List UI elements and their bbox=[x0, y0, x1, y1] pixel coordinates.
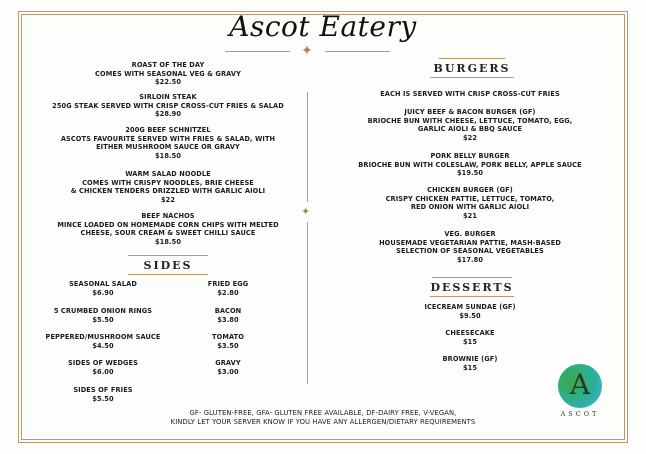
item-name: FRIED EGG bbox=[207, 280, 249, 288]
item-price: $19.50 bbox=[456, 169, 484, 178]
burger-item bbox=[320, 108, 620, 142]
sides-heading-text: SIDES bbox=[143, 259, 193, 272]
item-name: BACON bbox=[214, 307, 242, 315]
item-name: PORK BELLY BURGER bbox=[430, 152, 510, 160]
item-price: $2.80 bbox=[217, 288, 239, 297]
item-name: ROAST OF THE DAY bbox=[131, 61, 205, 69]
item-price: $15 bbox=[462, 363, 478, 372]
item-name: BROWNIE (GF) bbox=[442, 355, 498, 363]
item-desc: CHEESE, SOUR CREAM & SWEET CHILLI SAUCE bbox=[80, 229, 256, 238]
item-name: SEASONAL SALAD bbox=[69, 280, 137, 288]
main-item bbox=[20, 170, 316, 204]
side-item bbox=[180, 307, 276, 324]
item-name: SIDES OF FRIES bbox=[73, 386, 133, 394]
item-price: $18.50 bbox=[154, 151, 182, 160]
item-desc: & CHICKEN TENDERS DRIZZLED WITH GARLIC AIOLI bbox=[70, 187, 266, 196]
item-desc: SELECTION OF SEASONAL VEGETABLES bbox=[396, 247, 544, 256]
dessert-item bbox=[380, 355, 560, 372]
restaurant-title: Ascot Eatery bbox=[229, 10, 417, 43]
item-desc: RED ONION WITH GARLIC AIOLI bbox=[410, 203, 530, 212]
side-item bbox=[40, 359, 166, 376]
item-price: $28.90 bbox=[154, 110, 182, 119]
burgers-heading bbox=[430, 58, 514, 78]
item-desc: COMES WITH CRISPY NOODLES, BRIE CHEESE bbox=[82, 178, 254, 187]
item-price: $3.80 bbox=[217, 315, 239, 324]
item-desc: EITHER MUSHROOM SAUCE OR GRAVY bbox=[96, 143, 240, 152]
footer-line: GF- GLUTEN-FREE, GFA- GLUTEN FREE AVAILABLE, DF-DAIRY FREE, V-VEGAN, bbox=[189, 409, 457, 417]
star-ornament-icon: ✦ bbox=[301, 43, 313, 59]
burger-item bbox=[320, 152, 620, 178]
item-price: $6.90 bbox=[92, 288, 114, 297]
item-name: VEG. BURGER bbox=[444, 230, 496, 238]
main-item bbox=[20, 126, 316, 160]
burger-item bbox=[320, 186, 620, 220]
item-desc: ASCOTS FAVOURITE SERVED WITH FRIES & SALAD, WITH bbox=[60, 134, 276, 143]
main-item bbox=[20, 93, 316, 119]
item-price: $3.00 bbox=[217, 367, 239, 376]
item-price: $21 bbox=[462, 211, 478, 220]
item-desc: CRISPY CHICKEN PATTIE, LETTUCE, TOMATO, bbox=[385, 194, 555, 203]
item-desc: MINCE LOADED ON HOMEMADE CORN CHIPS WITH MELTED bbox=[57, 220, 279, 229]
divider bbox=[225, 51, 290, 52]
divider bbox=[325, 51, 390, 52]
logo-letter: A bbox=[569, 368, 591, 401]
item-name: CHICKEN BURGER (GF) bbox=[427, 186, 513, 194]
item-price: $15 bbox=[462, 337, 478, 346]
item-price: $5.50 bbox=[92, 394, 114, 403]
logo-text: ASCOT bbox=[560, 410, 600, 418]
footer-line: KINDLY LET YOUR SERVER KNOW IF YOU HAVE ANY ALLERGEN/DIETARY REQUIREMENTS bbox=[170, 417, 476, 426]
side-item bbox=[40, 280, 166, 297]
dessert-item bbox=[380, 303, 560, 320]
item-desc: COMES WITH SEASONAL VEG & GRAVY bbox=[95, 69, 241, 78]
item-desc: BRIOCHE BUN WITH COLESLAW, PORK BELLY, APPLE SAUCE bbox=[358, 160, 582, 169]
item-price: $22 bbox=[462, 133, 478, 142]
item-name: 5 CRUMBED ONION RINGS bbox=[53, 307, 153, 315]
item-name: WARM SALAD NOODLE bbox=[125, 170, 211, 178]
item-desc: BRIOCHE BUN WITH CHEESE, LETTUCE, TOMATO, EGG, bbox=[367, 116, 573, 125]
item-price: $6.00 bbox=[92, 367, 114, 376]
main-item bbox=[20, 61, 316, 87]
item-name: 200G BEEF SCHNITZEL bbox=[125, 126, 211, 134]
item-price: $4.50 bbox=[92, 341, 114, 350]
side-item bbox=[180, 333, 276, 350]
side-item bbox=[40, 307, 166, 324]
item-price: $18.50 bbox=[154, 237, 182, 246]
item-price: $22.50 bbox=[154, 78, 182, 87]
burger-item bbox=[320, 230, 620, 264]
item-price: $3.50 bbox=[217, 341, 239, 350]
item-name: TOMATO bbox=[212, 333, 244, 341]
item-desc: GARLIC AIOLI & BBQ SAUCE bbox=[417, 125, 523, 134]
item-name: SIDES OF WEDGES bbox=[67, 359, 139, 367]
item-desc: 250G STEAK SERVED WITH CRISP CROSS-CUT FRIES & SALAD bbox=[52, 101, 284, 110]
side-item bbox=[180, 280, 276, 297]
item-price: $22 bbox=[160, 195, 176, 204]
item-name: ICECREAM SUNDAE (GF) bbox=[424, 303, 516, 311]
desserts-heading bbox=[430, 277, 514, 297]
item-price: $9.50 bbox=[459, 311, 481, 320]
item-name: GRAVY bbox=[215, 359, 241, 367]
side-item bbox=[40, 386, 166, 403]
item-name: BEEF NACHOS bbox=[141, 212, 195, 220]
side-item bbox=[40, 333, 166, 350]
item-name: PEPPERED/MUSHROOM SAUCE bbox=[45, 333, 161, 341]
item-price: $17.80 bbox=[456, 255, 484, 264]
ascot-logo bbox=[558, 364, 602, 408]
item-price: $5.50 bbox=[92, 315, 114, 324]
dessert-item bbox=[380, 329, 560, 346]
item-name: CHEESECAKE bbox=[445, 329, 495, 337]
star-ornament-icon: ✦ bbox=[301, 205, 311, 218]
main-item bbox=[20, 212, 316, 246]
side-item bbox=[180, 359, 276, 376]
desserts-heading-text: DESSERTS bbox=[430, 281, 514, 294]
sides-heading bbox=[128, 255, 208, 275]
item-desc: HOUSEMADE VEGETARIAN PATTIE, MASH-BASED bbox=[379, 238, 561, 247]
item-name: SIRLOIN STEAK bbox=[139, 93, 197, 101]
burgers-heading-text: BURGERS bbox=[433, 62, 511, 75]
burgers-note: EACH IS SERVED WITH CRISP CROSS-CUT FRIES bbox=[380, 90, 560, 98]
item-name: JUICY BEEF & BACON BURGER (GF) bbox=[404, 108, 536, 116]
